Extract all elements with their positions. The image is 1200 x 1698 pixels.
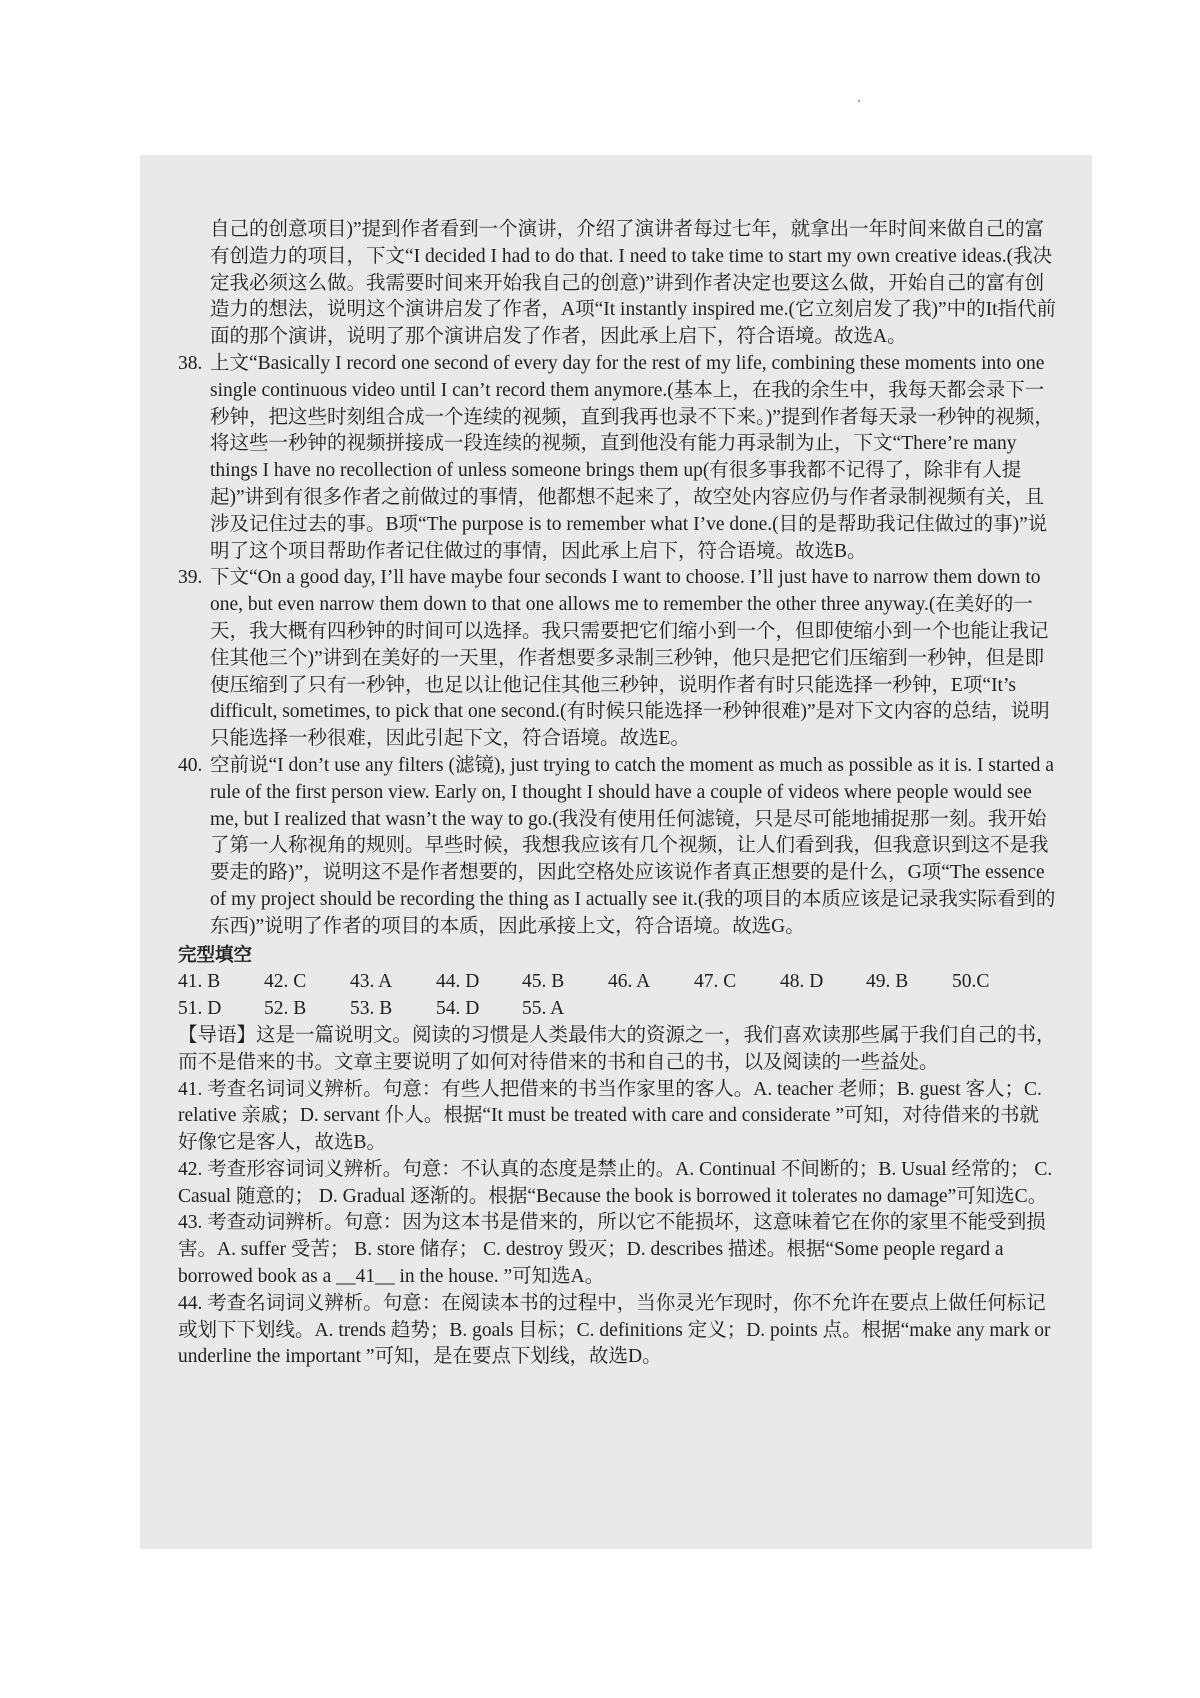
answer-key-row-1 xyxy=(178,969,1038,996)
answer-43: 43. A xyxy=(350,971,393,993)
answer-47: 47. C xyxy=(694,971,737,993)
answer-50: 50.C xyxy=(952,971,990,993)
q40-explanation xyxy=(178,753,1058,941)
q37-explanation-tail: 自己的创意项目)”提到作者看到一个演讲，介绍了演讲者每过七年，就拿出一年时间来做自己的富有创造力的项目，下文“I decided I had to do that. I need to take time to start my own creative ideas.(我决定我必须这么做。我需要时间来开始我自己的创意)”讲到作者决定也要这么做，开始自己的富有创造力的想法，说明这个演讲启发了作者，A项“It instantly inspired me.(它立刻启发了我)”中的It指代前面的那个演讲，说明了那个演讲启发了作者，因此承上启下，符合语境。故选A。 xyxy=(210,219,1057,348)
q38-explanation xyxy=(178,351,1058,565)
q38-text: 上文“Basically I record one second of every day for the rest of my life, combining these moments into one single continuous video until I can’t record them anymore.(基本上，在我的余生中，我每天都会录下一秒钟，把这些时刻组合成一个连续的视频，直到我再也录不下来。)”提到作者每天录一秒钟的视频，将这些一秒钟的视频拼接成一段连续的视频，直到他没有能力再录制为止，下文“There’re many things I have no recollection of unless someone brings them up(有很多事我都不记得了，除非有人提起)”讲到有很多作者之前做过的事情，他都想不起来了，故空处内容应仍与作者录制视频有关，且涉及记住过去的事。B项“The purpose is to remember what I’ve done.(目的是帮助我记住做过的事)”说明了这个项目帮助作者记住做过的事情，因此承上启下，符合语境。故选B。 xyxy=(210,352,1054,562)
answer-44: 44. D xyxy=(436,971,480,993)
answer-sheet xyxy=(140,155,1092,1549)
q40-text: 空前说“I don’t use any filters (滤镜), just trying to catch the moment as much as possible as it is. I started a rule of the first person view. Early on, I thought I should have a couple of videos where people would see me, but I realized that wasn’t the way to go.(我没有使用任何滤镜，只是尽可能地捕捉那一刻。我开始了第一人称视角的规则。早些时候，我想我应该有几个视频，让人们看到我，但我意识到这不是我要走的路)”，说明这不是作者想要的，因此空格处应该说作者真正想要的是什么，G项“The essence of my project should be recording the thing as I actually see it.(我的项目的本质应该是记录我实际看到的东西)”说明了作者的项目的本质，因此承接上文，符合语境。故选G。 xyxy=(210,754,1056,937)
answer-45: 45. B xyxy=(522,971,565,993)
e44-explanation: 44. 考查名词词义辨析。句意：在阅读本书的过程中，当你灵光乍现时，你不允许在要点上做任何标记或划下下划线。A. trends 趋势；B. goals 目标；C. definitions 定义；D. points 点。根据“make any mark or underline the important ”可知，是在要点下划线，故选D。 xyxy=(178,1292,1051,1368)
q39-number: 39. xyxy=(178,567,203,589)
answer-51: 51. D xyxy=(178,998,222,1020)
answer-key-row-2 xyxy=(178,996,1038,1023)
q39-text: 下文“On a good day, I’ll have maybe four seconds I want to choose. I’ll just have to narrow them down to one, but even narrow them down to that one allows me to remember the other three anyway.(在美好的一天，我大概有四秒钟的时间可以选择。我只需要把它们缩小到一个，但即使缩小到一个也能让我记住其他三个)”讲到在美好的一天里，作者想要多录制三秒钟，他只是把它们压缩到一秒钟，但是即使压缩到了只有一秒钟，也足以让他记住其他三秒钟，说明作者有时只能选择一秒钟，E项“It’s difficult, sometimes, to pick that one second.(有时候只能选择一秒钟很难)”是对下文内容的总结，说明只能选择一秒很难，因此引起下文，符合语境。故选E。 xyxy=(210,567,1050,750)
document-content xyxy=(178,217,1058,1371)
answer-54: 54. D xyxy=(436,998,480,1020)
answer-55: 55. A xyxy=(522,998,565,1020)
passage-intro: 【导语】这是一篇说明文。阅读的习惯是人类最伟大的资源之一，我们喜欢读那些属于我们自己的书，而不是借来的书。文章主要说明了如何对待借来的书和自己的书，以及阅读的一些益处。 xyxy=(178,1024,1056,1073)
answer-49: 49. B xyxy=(866,971,909,993)
q39-explanation xyxy=(178,565,1058,753)
q40-number: 40. xyxy=(178,754,203,776)
answer-48: 48. D xyxy=(780,971,824,993)
scan-dot xyxy=(858,100,860,102)
e43-explanation: 43. 考查动词辨析。句意：因为这本书是借来的，所以它不能损坏，这意味着它在你的家里不能受到损害。A. suffer 受苦； B. store 储存； C. destroy 毁灭；D. describes 描述。根据“Some people regard a borrowed book as a __41__ in the house. ”可知选A。 xyxy=(178,1212,1046,1288)
answer-46: 46. A xyxy=(608,971,651,993)
e41-explanation: 41. 考查名词词义辨析。句意：有些人把借来的书当作家里的客人。A. teacher 老师；B. guest 客人；C. relative 亲戚；D. servant 仆人。根据“It must be treated with care and considerate ”可知，对待借来的书就好像它是客人，故选B。 xyxy=(178,1078,1042,1154)
answer-42: 42. C xyxy=(264,971,307,993)
section-title-cloze: 完型填空 xyxy=(178,944,253,966)
q38-number: 38. xyxy=(178,352,203,374)
e42-explanation: 42. 考查形容词词义辨析。句意：不认真的态度是禁止的。A. Continual 不间断的；B. Usual 经常的； C. Casual 随意的； D. Gradual 逐渐的。根据“Because the book is borrowed it tolerates no damage”可知选C。 xyxy=(178,1158,1053,1207)
answer-53: 53. B xyxy=(350,998,393,1020)
answer-41: 41. B xyxy=(178,971,221,993)
answer-52: 52. B xyxy=(264,998,307,1020)
